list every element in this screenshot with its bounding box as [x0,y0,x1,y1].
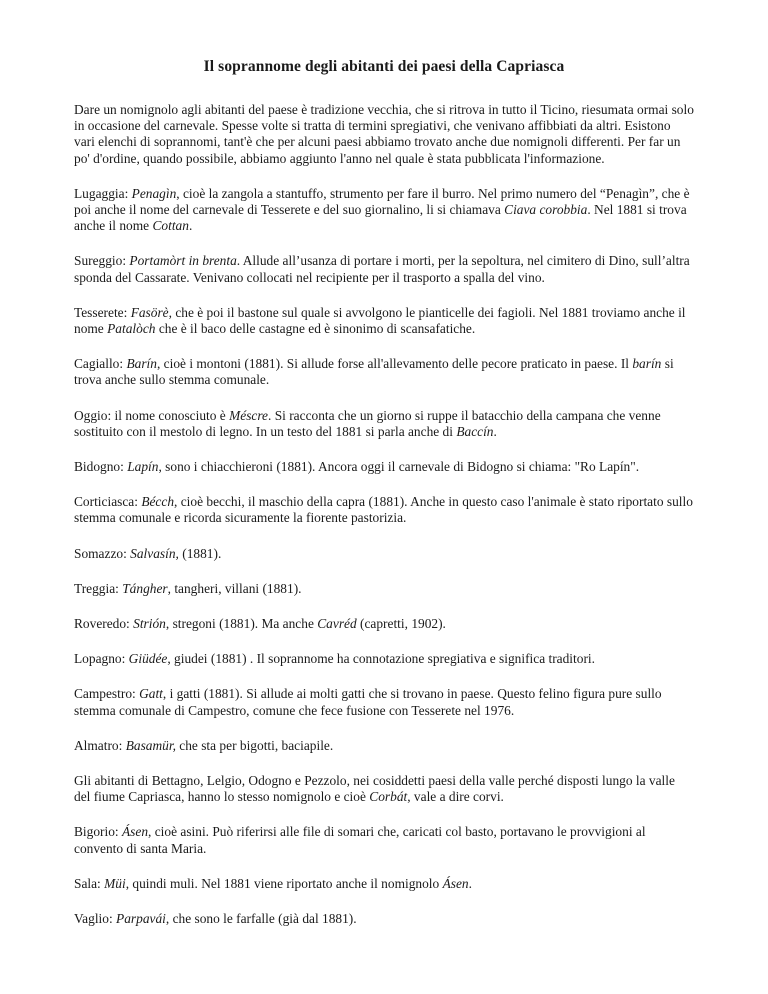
entry-text: Tesserete: [74,304,131,320]
entry-text: , quindi muli. Nel 1881 viene riportato anche il nomignolo [125,875,443,891]
nickname: Lapín [127,459,159,475]
nickname: Patalòch [107,321,156,337]
entry-text: , tangheri, villani (1881). [167,580,302,596]
nickname: Fasörè [130,304,169,320]
entry-text: Somazzo: [74,545,131,561]
nickname: Gatt [139,686,163,702]
document-title: Il soprannome degli abitanti dei paesi della Capriasca [203,58,565,75]
entry-text: , cioè asini. Può riferirsi alle file di somari che, caricati col basto, portavano le provvigioni al convento di santa Maria. [74,824,646,856]
entry-text: Roveredo: [74,616,134,632]
entry-text: Campestro: [74,686,140,702]
entry-somazzo [74,546,694,562]
nickname: Ciava corobbia [504,202,588,218]
entry-text: Bidogno: [74,459,128,475]
entry-cagiallo [74,356,694,388]
nickname: Portamòrt in brenta [129,253,237,269]
nickname: Cavréd [317,616,357,632]
nickname-list [74,186,694,927]
entry-text: Lopagno: [74,651,129,667]
entry-text: , i gatti (1881). Si allude ai molti gatti che si trovano in paese. Questo felino figura pure sullo stemma comunale di Campestro, comune che fece fusione con Tesserete nel 1976. [74,686,662,718]
entry-sureggio [74,253,694,285]
entry-text: , vale a dire corvi. [407,789,504,805]
entry-lopagno [74,651,694,667]
entry-oggio [74,408,694,440]
nickname: Ásen [442,875,469,891]
nickname: Parpavái [116,911,166,927]
entry-text: che sta per bigotti, baciapile. [175,737,334,753]
entry-corticiasca [74,494,694,526]
entry-text: Treggia: [74,580,123,596]
nickname: Salvasín, [130,545,179,561]
nickname: Tángher [122,580,168,596]
entry-text: , cioè la zangola a stantuffo, strumento per fare il burro. Nel primo numero del “Penagìn”, che è poi anche il nome del carnevale di Tesserete e del suo giornalino, li si chiamava [74,185,690,218]
entry-text: , stregoni (1881). Ma anche [165,616,318,632]
nickname: Basamür, [125,737,176,753]
entry-text: , che sono le farfalle (già dal 1881). [165,911,357,927]
nickname: barín [632,356,662,372]
entry-text: che è il baco delle castagne ed è sinonimo di scansafatiche. [155,321,476,337]
entry-text: , sono i chiacchieroni (1881). Ancora oggi il carnevale di Bidogno si chiama: "Ro Lapín". [158,459,640,475]
entry-text: . [468,875,472,891]
entry-text: Lugaggia: [74,185,132,201]
entry-roveredo [74,616,694,632]
entry-almatro [74,738,694,754]
entry-text: Gli abitanti di Bettagno, Lelgio, Odogno e Pezzolo, nei cosiddetti paesi della valle perché disposti lungo la valle del fiume Capriasca, hanno lo stesso nomignolo e cioè [74,773,675,805]
entry-bidogno [74,459,694,475]
nickname: Giüdée [128,651,168,667]
entry-text: (capretti, 1902). [356,616,446,632]
nickname: Baccín [456,423,494,439]
entry-bigorio [74,824,694,856]
entry-text: , cioè i montoni (1881). Si allude forse all'allevamento delle pecore praticato in paese. Il [156,356,633,372]
entry-text: (1881). [178,545,222,561]
entry-text: Almatro: [74,737,126,753]
nickname: Barín [126,356,157,372]
entry-text: si trova anche sullo stemma comunale. [74,356,674,388]
nickname: Bécch [141,494,175,510]
entry-sala [74,876,694,892]
nickname: Penagìn [131,185,177,201]
nickname: Méscre [229,407,269,423]
entry-text: Cagiallo: [74,356,127,372]
entry-text: , che è poi il bastone sul quale si avvolgono le pianticelle dei fagioli. Nel 1881 troviamo anche il nome [74,304,686,337]
entry-text: , cioè becchi, il maschio della capra (1881). Anche in questo caso l'animale è stato riportato sullo stemma comunale e ricorda sicuramente la fiorente pastorizia. [74,494,693,526]
entry-text: . [188,218,193,234]
entry-text: Bigorio: [74,824,122,840]
entry-text: Vaglio: [74,911,117,927]
nickname: Cottan [152,218,189,234]
entry-tesserete [74,305,694,337]
entry-text: . Nel 1881 si trova anche il nome [74,202,687,234]
entry-lugaggia [74,186,694,235]
entry-vaglio [74,911,694,927]
entry-text: Sureggio: [74,253,130,269]
intro-paragraph: Dare un nomignolo agli abitanti del paese è tradizione vecchia, che si ritrova in tutto il Ticino, riesumata ormai solo in occasione del carnevale. Spesse volte si tratta di termini spregiativi, che venivano affibbiati da altri. Esistono vari elenchi di soprannomi, tant'è che per alcuni paesi abbiamo trovato anche due nomignoli differenti. Per far un po' d'ordine, quando possibile, abbiamo aggiunto l'anno nel quale è stata pubblicata l'informazione. [74,102,694,166]
entry-valle-villages [74,773,694,805]
entry-text: . [493,423,497,439]
entry-treggia [74,581,694,597]
entry-campestro [74,686,694,718]
entry-text: Oggio: il nome conosciuto è [74,407,230,423]
nickname: Müi [104,875,126,891]
entry-text: . Si racconta che un giorno si ruppe il batacchio della campana che venne sostituito con il mestolo di legno. In un testo del 1881 si parla anche di [74,407,661,439]
nickname: Ásen [122,824,149,840]
entry-text: Sala: [74,875,105,891]
entry-text: Corticiasca: [74,494,142,510]
nickname: Strión [133,616,166,632]
nickname: Corbát [369,789,408,805]
entry-text: , giudei (1881) . Il soprannome ha connotazione spregiativa e significa traditori. [167,651,595,667]
entry-text: . Allude all’usanza di portare i morti, per la sepoltura, nel cimitero di Dino, sull’altra sponda del Cassarate. Venivano collocati nel recipiente per il trasporto a spalla del vino. [74,253,690,285]
